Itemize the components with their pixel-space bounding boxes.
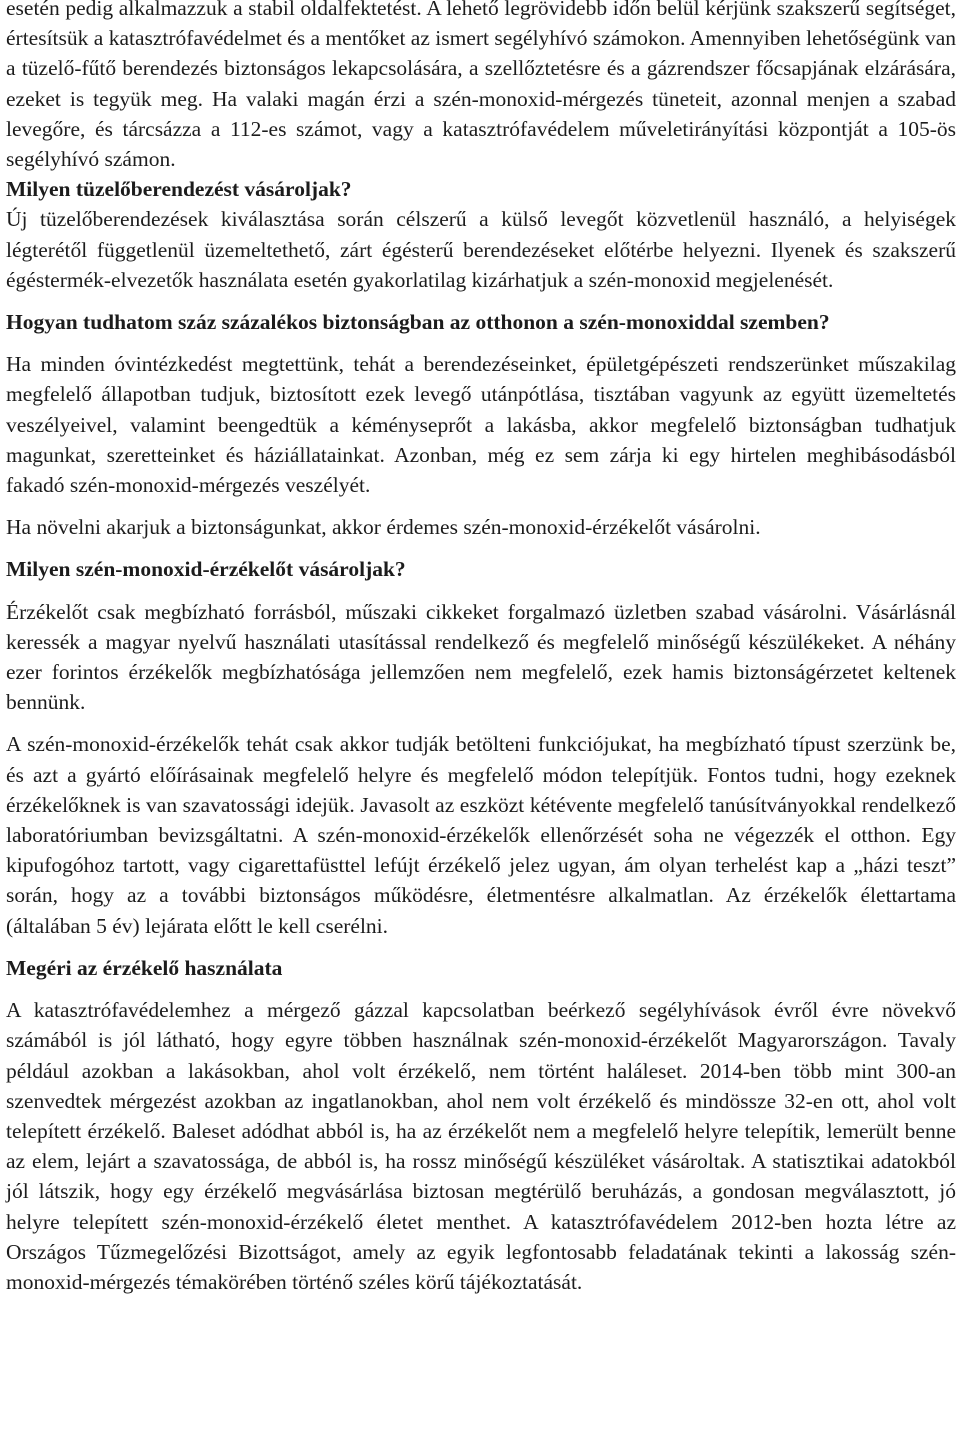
paragraph-heater-choice: Új tüzelőberendezések kiválasztása során célszerű a külső levegőt közvetlenül használó, a helyiségek légterétől függetlenül üzemeltethető, zárt égésterű berendezéseket előtérbe helyezni. Ilyenek és szakszerű égéstermék-elvezetők használata esetén gyakorlatilag kizárhatjuk a szén-monoxid megjelenését.	[6, 207, 956, 292]
paragraph-buy-detector: Ha növelni akarjuk a biztonságunkat, akkor érdemes szén-monoxid-érzékelőt vásárolni.	[6, 515, 761, 540]
paragraph-detector-purchase: Érzékelőt csak megbízható forrásból, műszaki cikkeket forgalmazó üzletben szabad vásárolni. Vásárlásnál keressék a magyar nyelvű használati utasítással rendelkező és megfelelő minőségű készülékeket. A néhány ezer forintos érzékelők megbízhatósága jellemzően nem megfelelő, ezek hamis biztonságérzetet keltenek bennünk.	[6, 599, 956, 715]
heading-which-detector: Milyen szén-monoxid-érzékelőt vásároljak?	[6, 557, 406, 582]
paragraph-precautions: Ha minden óvintézkedést megtettünk, tehát a berendezéseinket, épületgépészeti rendszerünket műszakilag megfelelő állapotban tudjuk, biztosított ezek levegő utánpótlása, tisztában vagyunk az együtt üzemeltetés veszélyeivel, valamint beengedtük a kéményseprőt a lakásba, akkor megfelelő biztonságban tudhatjuk magunkat, szeretteinket és háziállatainkat. Azonban, még ez sem zárja ki egy hirtelen meghibásodásból fakadó szén-monoxid-mérgezés veszélyét.	[6, 352, 956, 498]
heading-how-safe: Hogyan tudhatom száz százalékos biztonságban az otthonon a szén-monoxiddal szemben?	[6, 310, 830, 335]
heading-which-heater: Milyen tüzelőberendezést vásároljak?	[6, 177, 352, 202]
document-page	[6, 0, 956, 1297]
heading-worth-using: Megéri az érzékelő használata	[6, 955, 283, 980]
paragraph-detector-installation: A szén-monoxid-érzékelők tehát csak akkor tudják betölteni funkciójukat, ha megbízható típust szerzünk be, és azt a gyártó előírásainak megfelelő helyre és megfelelő módon telepítjük. Fontos tudni, hogy ezeknek érzékelőknek is van szavatossági idejük. Javasolt az eszközt kétévente megfelelő tanúsítványokkal rendelkező laboratóriumban bevizsgáltatni. A szén-monoxid-érzékelők ellenőrzését soha ne végezzék el otthon. Egy kipufogóhoz tartott, vagy cigarettafüsttel lefújt érzékelő jelez ugyan, ám olyan terhelést kap a „házi teszt” során, hogy az a további biztonságos működésre, életmentésre alkalmatlan. Az érzékelők élettartama (általában 5 év) lejárata előtt le kell cserélni.	[6, 732, 956, 938]
paragraph-intro-continuation: esetén pedig alkalmazzuk a stabil oldalfektetést. A lehető legrövidebb időn belül kérjünk szakszerű segítséget, értesítsük a katasztrófavédelmet és a mentőket az ismert segélyhívó számokon. Amennyiben lehetőségünk van a tüzelő-fűtő berendezés biztonságos lekapcsolására, a szellőztetésre és a gázrendszer főcsapjának elzárására, ezeket is tegyük meg. Ha valaki magán érzi a szén-monoxid-mérgezés tüneteit, azonnal menjen a szabad levegőre, és tárcsázza a 112-es számot, vagy a katasztrófavédelem műveletirányítási központját a 105-ös segélyhívó számon.	[6, 0, 956, 172]
paragraph-statistics: A katasztrófavédelemhez a mérgező gázzal kapcsolatban beérkező segélyhívások évről évre növekvő számából is jól látható, hogy egyre többen használnak szén-monoxid-érzékelőt Magyarországon. Tavaly például azokban a lakásokban, ahol volt érzékelő, nem történt haláleset. 2014-ben több mint 300-an szenvedtek mérgezést azokban az ingatlanokban, ahol nem volt érzékelő és mindössze 32-en ott, ahol volt telepített érzékelő. Baleset adódhat abból is, ha az érzékelőt nem a megfelelő helyre telepítik, lemerült benne az elem, lejárt a szavatossága, de abból is, ha rossz minőségű készüléket vásároltak. A statisztikai adatokból jól látszik, hogy egy érzékelő megvásárlása biztosan megtérülő beruházás, a gondosan megválasztott, jó helyre telepített szén-monoxid-érzékelő életet menthet. A katasztrófavédelem 2012-ben hozta létre az Országos Tűzmegelőzési Bizottságot, amely az egyik legfontosabb feladatának tekinti a lakosság szén-monoxid-mérgezés témakörében történő széles körű tájékoztatását.	[6, 998, 956, 1294]
